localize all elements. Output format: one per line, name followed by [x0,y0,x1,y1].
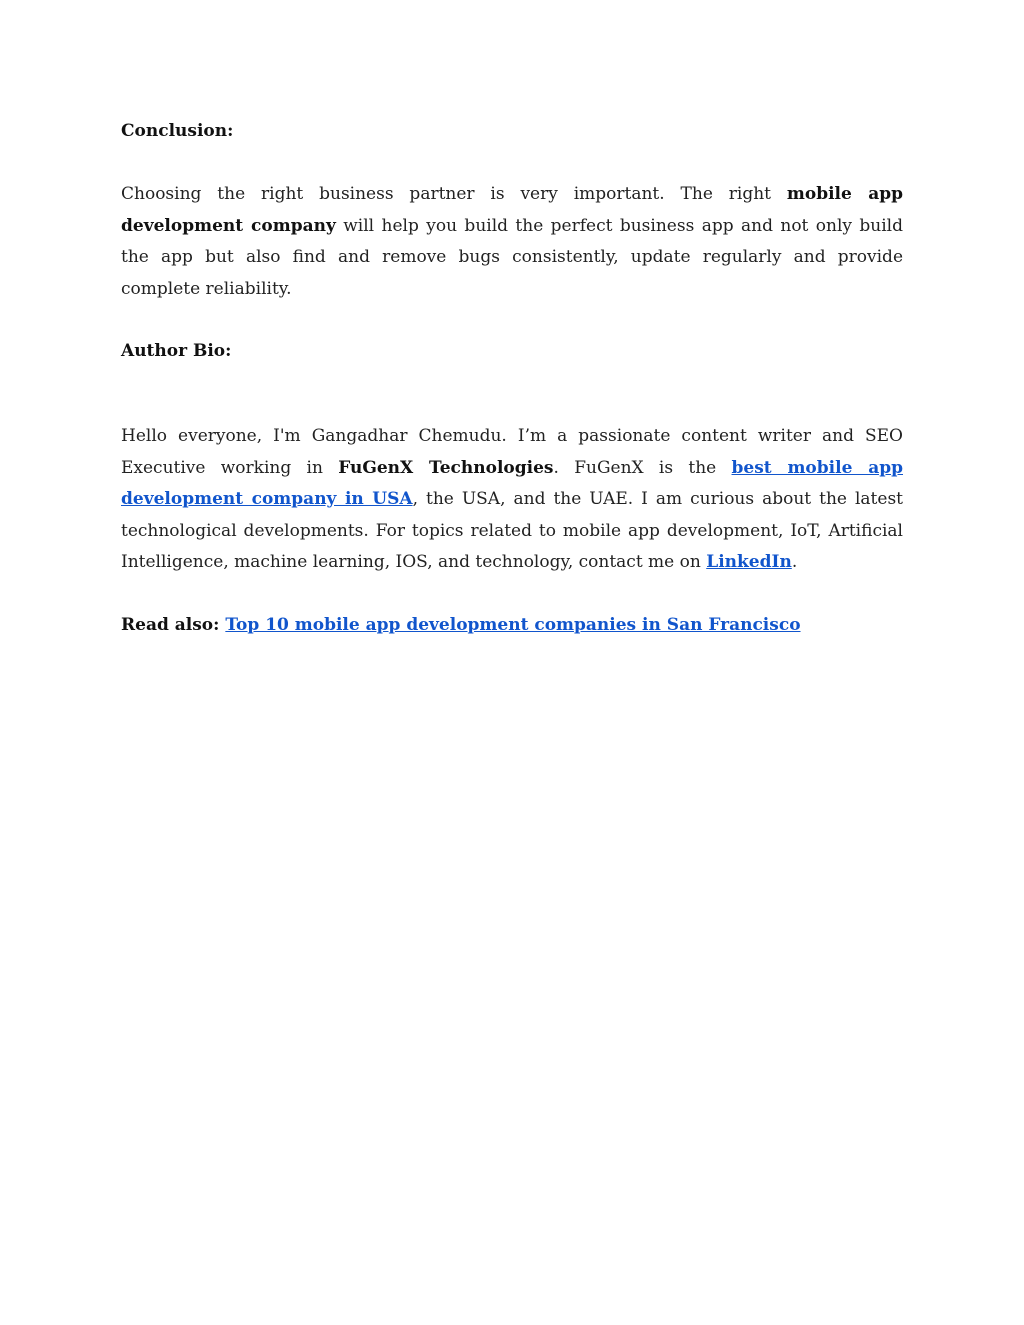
conclusion-paragraph [121,179,903,305]
author-bio-text-2: . FuGenX is the [553,457,732,478]
read-also-link[interactable]: Top 10 mobile app development companies in San Francisco [225,614,801,635]
author-bio-heading: Author Bio: [121,341,232,361]
read-also-label: Read also: [121,614,226,635]
author-bio-text-1: Hello everyone, I'm Gangadhar Chemudu. I’m a passionate content writer and SEO Executive working in [121,426,903,478]
spacer [121,579,903,610]
company-name: FuGenX Technologies [338,457,554,478]
author-bio-text-3: , the USA, and the UAE. I am curious about the latest technological developments. For topics related to mobile app development, IoT, Artificial Intelligence, machine learning, IOS, and technology, contact me on [121,489,903,572]
spacer [121,147,903,179]
author-bio-paragraph [121,421,903,579]
conclusion-text-2: will help you build the perfect business app and not only build the app but also find and remove bugs consistently, update regularly and provide complete reliability. [121,215,903,299]
conclusion-heading: Conclusion: [121,121,234,141]
linkedin-link[interactable]: LinkedIn [706,552,792,572]
conclusion-text-1: Choosing the right business partner is very important. The right [121,184,787,204]
best-company-link[interactable]: best mobile app development company in USA [121,457,903,509]
conclusion-bold-phrase: mobile app development company [121,184,903,236]
spacer [121,305,903,336]
spacer [121,367,903,421]
author-bio-text-4: . [791,552,798,572]
document-page [121,116,903,641]
read-also-line [121,610,903,641]
